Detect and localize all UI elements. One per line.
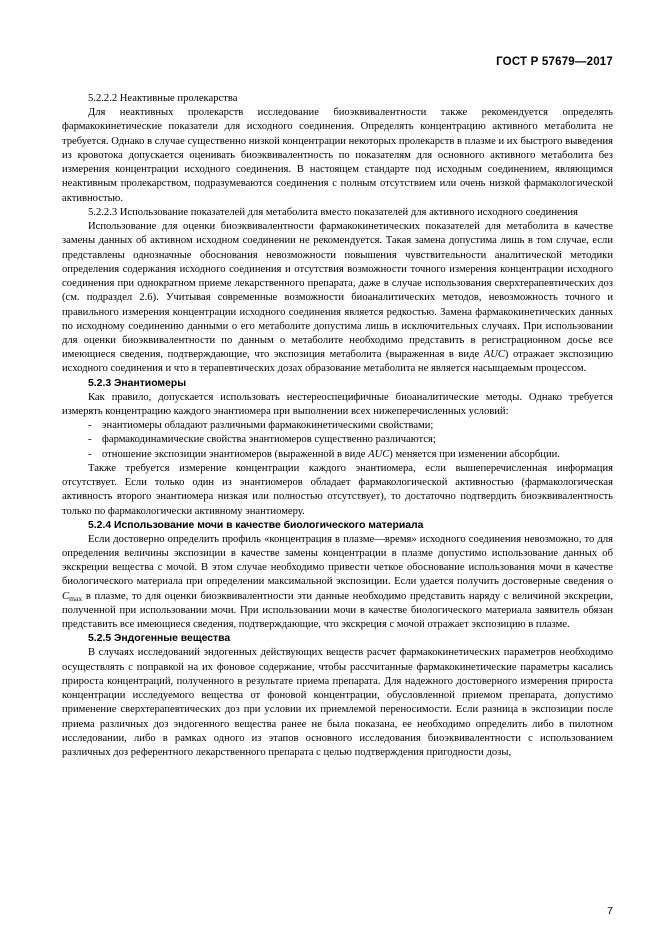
section-heading-5-2-2-3: 5.2.2.3 Использование показателей для метаболита вместо показателей для активного исходного соединения <box>88 206 578 218</box>
page-header: ГОСТ Р 57679—2017 <box>496 56 613 68</box>
list-item: - фармакодинамические свойства энантиомеров существенно различаются; <box>62 433 613 447</box>
section-heading-5-2-2-2: 5.2.2.2 Неактивные пролекарства <box>88 93 238 104</box>
paragraph-5-2-3: Как правило, допускается использовать нестереоспецифичные биоаналитические методы. Однако требуется измерять концентрацию каждого энантиомера при выполнении всех нижеперечисленных условий: <box>62 391 613 417</box>
page-number: 7 <box>607 905 613 917</box>
section-heading-5-2-4: 5.2.4 Использование мочи в качестве биологического материала <box>88 519 424 531</box>
list-item: - отношение экспозиции энантиомеров (выраженной в виде AUC) меняется при изменении абсорбции. <box>62 448 613 462</box>
list-item: - энантиомеры обладают различными фармакокинетическими свойствами; <box>62 419 613 433</box>
paragraph-5-2-4: Если достоверно определить профиль «концентрация в плазме—время» исходного соединения невозможно, то для определения величины экспозиции в качестве замены концентрации в плазме допустимо использование данных об экскреции вещества с мочой. В этом случае необходимо привести четкое обоснование использования мочи в качестве биологического материала при определении максимальной экспозиции. Если удается получить достоверные сведения о $C_{max}$ в плазме, то для оценки биоэквивалентности эти данные необходимо представить наряду с величиной экскреции, полученной при использовании мочи. При использовании мочи в качестве биологического материала заявитель обязан представить все имеющиеся сведения, подтверждающие, что экскреция с мочой отражает экспозицию в плазме. <box>62 533 613 631</box>
section-heading-5-2-5: 5.2.5 Эндогенные вещества <box>88 633 231 645</box>
dash-bullet-icon: - <box>88 434 92 446</box>
paragraph-5-2-5: В случаях исследований эндогенных действующих веществ расчет фармакокинетических параметров необходимо осуществлять с поправкой на их фоновое содержание, чтобы рассчитанные фармакокинетические параметры касались прироста концентраций, полученного в результате приема препарата. Для надежного достоверного измерения прироста концентрации исследуемого вещества от фоновой концентрации, обусловленной приемом препарата, допустимо применение сверхтерапевтических доз при условии их приемлемой переносимости. Если разница в экспозиции после приема различных доз эндогенного вещества ранее не была показана, ее необходимо определить либо в пилотном исследовании, либо в рамках одного из этапов основного исследования биоэквивалентности с использованием различных доз референтного лекарственного препарата с целью подтверждения пригодности дозы, <box>62 647 613 759</box>
section-heading-5-2-3: 5.2.3 Энантиомеры <box>88 377 187 389</box>
dash-bullet-icon: - <box>88 420 92 432</box>
paragraph-5-2-3-after-list: Также требуется измерение концентрации каждого энантиомера, если вышеперечисленная информация отсутствует. Если только один из энантиомеров обладает фармакологической активностью (фармакологическая активность второго энантиомера низкая или полностью отсутствует), то достаточно подтвердить биоэквивалентность только по фармакологически активному энантиомеру. <box>62 462 613 517</box>
document-body <box>62 92 613 760</box>
paragraph-5-2-2-3: Использование для оценки биоэквивалентности фармакокинетических показателей для метаболита в качестве замены данных об активном исходном соединении не рекомендуется. Такая замена допустима лишь в том случае, если представлены однозначные обоснования невозможности повышения чувствительности аналитической методики определения содержания исходного соединения и отсутствия возможности точного измерения концентрации исходного соединения при однократном приеме лекарственного препарата, даже в случае использования сверхтерапевтических доз (см. подраздел 2.6). Учитывая современные возможности биоаналитических методов, невозможность точного и правильного измерения концентрации исходного соединения является редкостью. Замена фармакокинетических данных по исходному соединению данными о его метаболите допустима лишь в исключительных случаях. При использовании для оценки биоэквивалентности по данным о метаболите необходимо представить в регистрационном досье все имеющиеся сведения, подтверждающие, что экспозиция метаболита (выраженная в виде AUC) отражает экспозицию исходного соединения и что в терапевтических дозах образование метаболита не является насыщаемым процессом. <box>62 221 613 375</box>
dash-bullet-icon: - <box>88 448 92 460</box>
paragraph-5-2-2-2: Для неактивных пролекарств исследование биоэквивалентности также рекомендуется определять фармакокинетические показатели для исходного соединения. Определять концентрацию активного метаболита не требуется. Однако в случае существенно низкой концентрации некоторых пролекарств в плазме и их быстрого выведения из кровотока допускается оценивать биоэквивалентность по показателям для основного активного метаболита без измерения концентрации исходного соединения. В настоящем стандарте под исходным соединением, являющимся неактивным пролекарством, подразумеваются соединения с полным отсутствием или очень низкой фармакологической активностью. <box>62 107 613 204</box>
conditions-list <box>62 419 613 462</box>
